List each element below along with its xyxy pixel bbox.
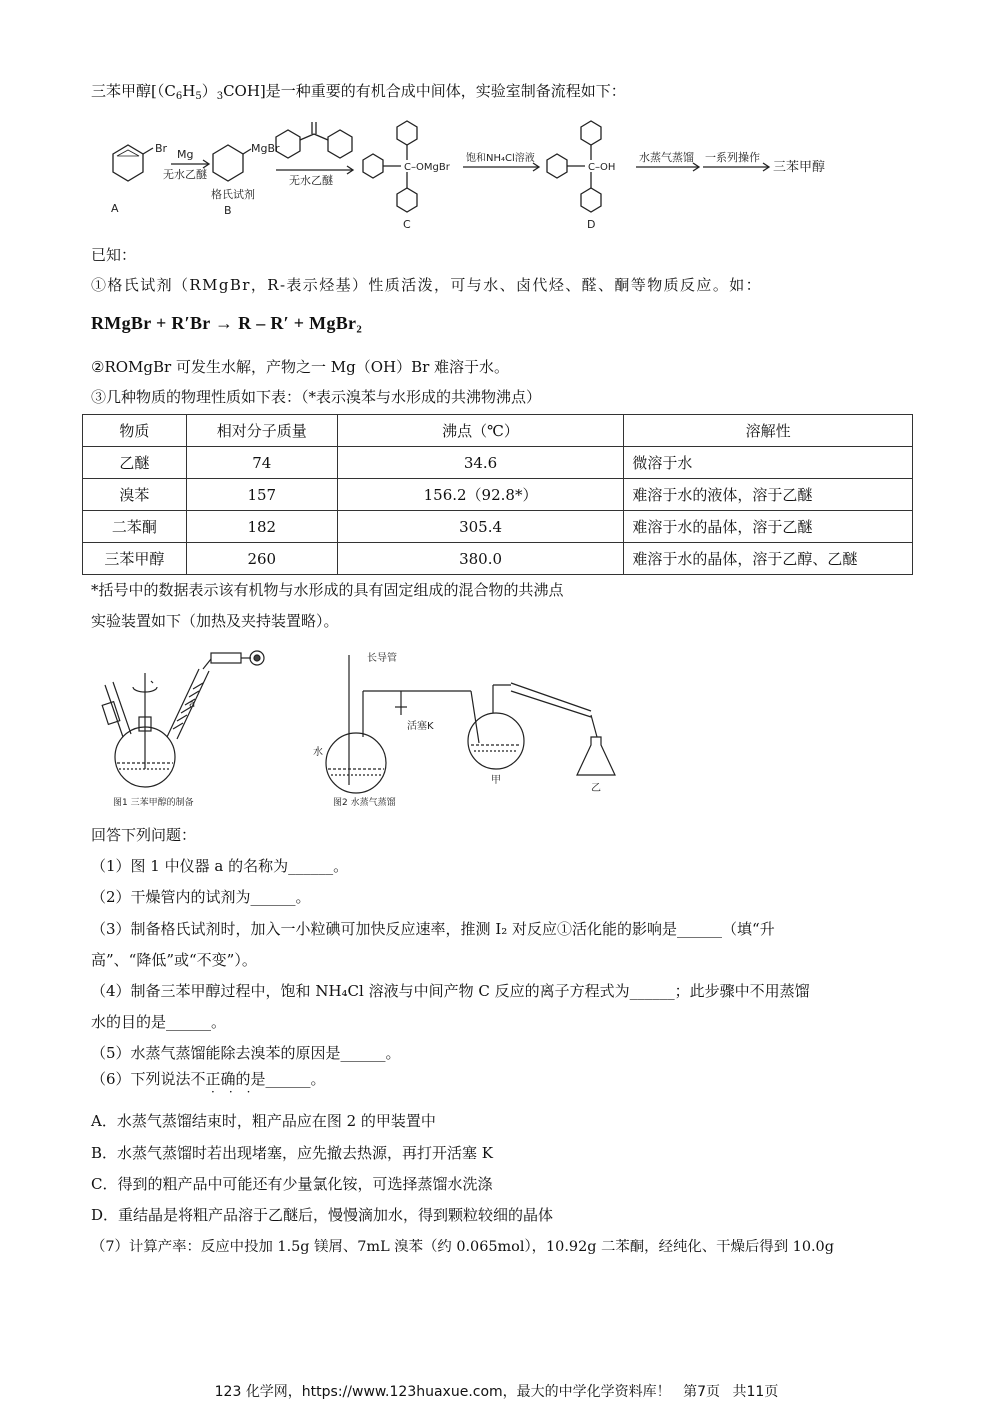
reaction-scheme bbox=[91, 112, 851, 242]
step-steam-distill: 水蒸气蒸馏 bbox=[639, 151, 694, 164]
emphasis-dots: ··· bbox=[211, 1085, 265, 1099]
page-footer bbox=[0, 1381, 993, 1401]
table-cell: 260 bbox=[186, 543, 337, 575]
properties-table bbox=[82, 414, 913, 575]
fig1-caption: 图1 三苯甲醇的制备 bbox=[113, 798, 194, 808]
table-cell: 乙醚 bbox=[83, 447, 187, 479]
table-cell: 34.6 bbox=[337, 447, 624, 479]
benzene-ring-c-bottom bbox=[397, 188, 417, 212]
table-header-cell: 物质 bbox=[83, 415, 187, 447]
label-c: C bbox=[403, 218, 411, 231]
benzene-ring-d-left bbox=[547, 154, 567, 178]
table-cell: 难溶于水的晶体，溶于乙醚 bbox=[624, 511, 913, 543]
label-d: D bbox=[587, 218, 596, 231]
benzene-ring-c-left bbox=[363, 154, 383, 178]
table-header-cell: 相对分子质量 bbox=[186, 415, 337, 447]
label-a: A bbox=[111, 202, 119, 215]
table-cell: 74 bbox=[186, 447, 337, 479]
known-item-1: ①格氏试剂（RMgBr，R-表示烃基）性质活泼，可与水、卤代烃、醛、酮等物质反应。如： bbox=[91, 276, 763, 294]
apparatus-figure bbox=[91, 645, 621, 810]
table-cell: 305.4 bbox=[337, 511, 624, 543]
table-row bbox=[83, 543, 913, 575]
dropping-funnel bbox=[105, 685, 123, 737]
step-series-ops: 一系列操作 bbox=[705, 151, 760, 164]
label-jia: 甲 bbox=[491, 775, 501, 786]
known-header: 已知： bbox=[91, 246, 137, 264]
label-mgbr: MgBr bbox=[251, 142, 280, 155]
table-cell: 二苯酮 bbox=[83, 511, 187, 543]
benzene-ring-d-top bbox=[581, 121, 601, 145]
steam-generator-flask bbox=[326, 733, 386, 793]
table-header-cell: 沸点（℃） bbox=[337, 415, 624, 447]
label-b: B bbox=[224, 204, 232, 217]
label-c-group: C–OMgBr bbox=[404, 162, 450, 173]
table-row bbox=[83, 447, 913, 479]
condenser-2 bbox=[511, 683, 591, 711]
label-d-group: C–OH bbox=[588, 162, 616, 173]
question-3-line-1: （3）制备格氏试剂时，加入一小粒碘可加快反应速率，推测 I₂ 对反应①活化能的影响是______（填“升 bbox=[91, 920, 775, 938]
table-cell: 157 bbox=[186, 479, 337, 511]
table-cell: 380.0 bbox=[337, 543, 624, 575]
table-row bbox=[83, 511, 913, 543]
question-4-line-1: （4）制备三苯甲醇过程中，饱和 NH₄Cl 溶液与中间产物 C 反应的离子方程式为______；此步骤中不用蒸馏 bbox=[91, 982, 810, 1000]
product-label: 三苯甲醇 bbox=[773, 160, 826, 175]
question-4-line-2: 水的目的是______。 bbox=[91, 1013, 227, 1031]
table-cell: 156.2（92.8*） bbox=[337, 479, 624, 511]
table-header-row bbox=[83, 415, 913, 447]
option-a: A．水蒸气蒸馏结束时，粗产品应在图 2 的甲装置中 bbox=[91, 1112, 436, 1130]
benzene-ring-ketone-1 bbox=[276, 130, 300, 158]
table-header-cell: 溶解性 bbox=[624, 415, 913, 447]
label-br: Br bbox=[155, 142, 168, 155]
reaction-equation: RMgBr + R′Br → R – R′ + MgBr₂ bbox=[91, 313, 363, 333]
question-7: （7）计算产率：反应中投加 1.5g 镁屑、7mL 溴苯（约 0.065mol），10.92g 二苯酮，经纯化、干燥后得到 10.0g bbox=[91, 1239, 834, 1255]
solvent-2: 无水乙醚 bbox=[289, 174, 333, 187]
label-a-instrument: a bbox=[189, 699, 196, 710]
table-cell: 三苯甲醇 bbox=[83, 543, 187, 575]
label-yi: 乙 bbox=[591, 783, 601, 794]
flask-yi bbox=[577, 737, 615, 775]
option-b: B．水蒸气蒸馏时若出现堵塞，应先撤去热源，再打开活塞 K bbox=[91, 1144, 493, 1162]
table-note: *括号中的数据表示该有机物与水形成的具有固定组成的混合物的共沸点 bbox=[91, 581, 564, 599]
benzene-ring-d-bottom bbox=[581, 188, 601, 212]
option-d: D．重结晶是将粗产品溶于乙醚后，慢慢滴加水，得到颗粒较细的晶体 bbox=[91, 1206, 554, 1224]
table-row bbox=[83, 479, 913, 511]
label-long-tube: 长导管 bbox=[367, 653, 397, 664]
intro-text: 三苯甲醇$[(C_6H_5)_3COH]$是一种重要的有机合成中间体，实验室制备流程如下： bbox=[91, 82, 626, 102]
known-item-3: ③几种物质的物理性质如下表：（*表示溴苯与水形成的共沸物沸点） bbox=[91, 388, 542, 406]
benzene-ring-ketone-2 bbox=[328, 130, 352, 158]
fig2-caption: 图2 水蒸气蒸馏 bbox=[333, 798, 396, 808]
label-grignard: 格氏试剂 bbox=[211, 188, 255, 201]
reagent-mg: Mg bbox=[177, 148, 194, 161]
apparatus-intro: 实验装置如下（加热及夹持装置略）。 bbox=[91, 612, 339, 630]
question-1: （1）图 1 中仪器 a 的名称为______。 bbox=[91, 857, 349, 875]
footer-page: 第7页 bbox=[683, 1384, 721, 1400]
footer-site: 123 化学网，https://www.123huaxue.com，最大的中学化学资料库！ bbox=[214, 1384, 671, 1400]
benzene-ring-b bbox=[213, 145, 243, 181]
option-c: C．得到的粗产品中可能还有少量氯化铵，可选择蒸馏水洗涤 bbox=[91, 1175, 493, 1193]
reagent-nh4cl: 饱和NH₄Cl溶液 bbox=[466, 153, 535, 164]
question-6: （6）下列说法不正确的是______。 bbox=[91, 1070, 326, 1088]
question-5: （5）水蒸气蒸馏能除去溴苯的原因是______。 bbox=[91, 1044, 401, 1062]
benzene-ring-c-top bbox=[397, 121, 417, 145]
solvent-1: 无水乙醚 bbox=[163, 168, 207, 181]
footer-total: 共11页 bbox=[732, 1384, 779, 1400]
table-cell: 182 bbox=[186, 511, 337, 543]
known-item-2: ②ROMgBr 可发生水解，产物之一 Mg（OH）Br 难溶于水。 bbox=[91, 358, 510, 376]
table-cell: 难溶于水的液体，溶于乙醚 bbox=[624, 479, 913, 511]
drying-tube bbox=[211, 653, 241, 663]
label-water: 水 bbox=[313, 747, 323, 758]
table-cell: 微溶于水 bbox=[624, 447, 913, 479]
table-cell: 难溶于水的晶体，溶于乙醇、乙醚 bbox=[624, 543, 913, 575]
table-cell: 溴苯 bbox=[83, 479, 187, 511]
label-stopcock: 活塞K bbox=[407, 721, 434, 732]
question-3-line-2: 高”、“降低”或“不变”）。 bbox=[91, 951, 257, 969]
questions-header: 回答下列问题： bbox=[91, 826, 197, 844]
flask-jia bbox=[468, 713, 524, 769]
question-2: （2）干燥管内的试剂为______。 bbox=[91, 888, 311, 906]
